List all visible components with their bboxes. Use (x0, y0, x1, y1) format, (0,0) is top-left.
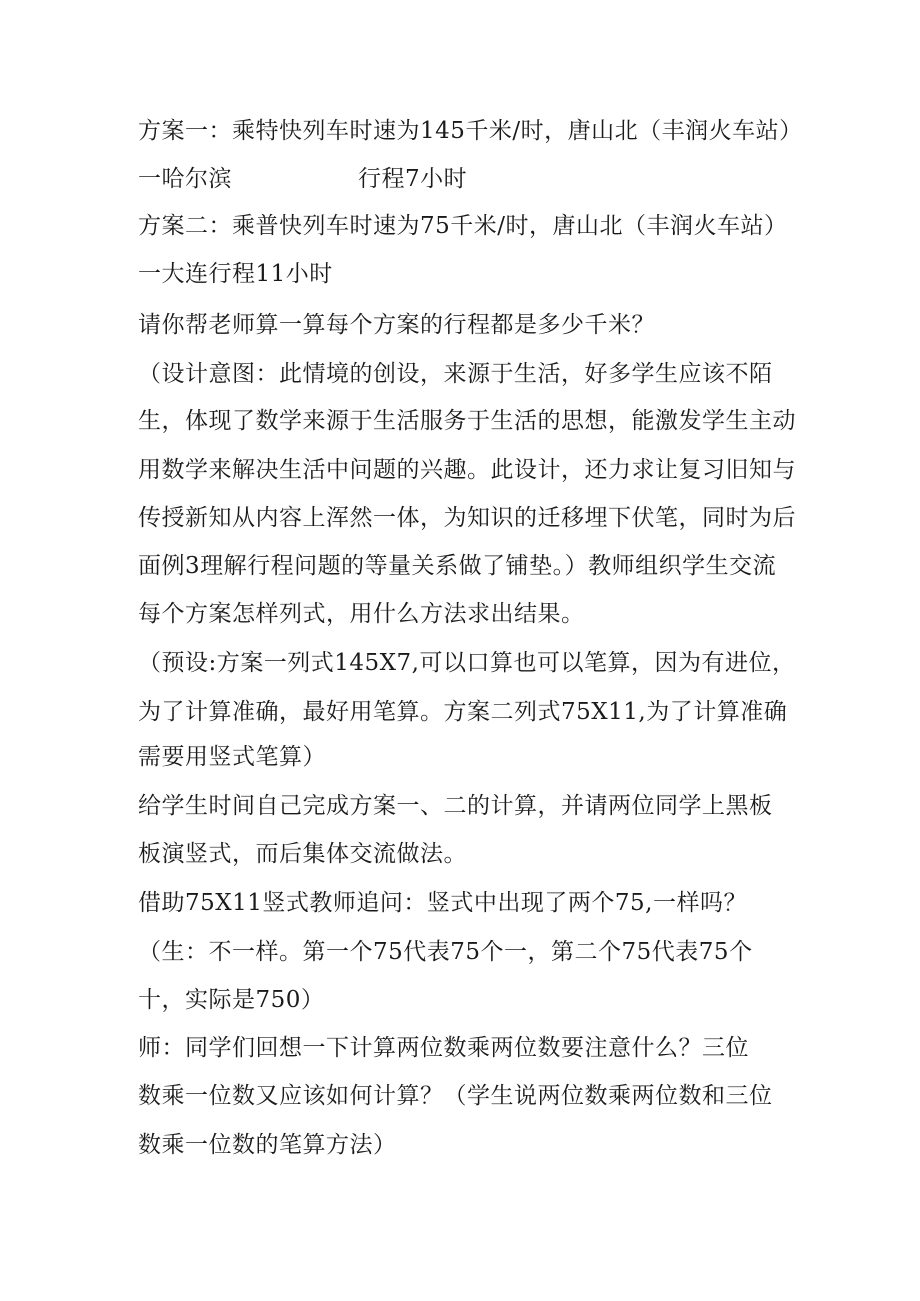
text-line: 借助75X11竖式教师追问：竖式中出现了两个75,一样吗？ (138, 890, 747, 916)
text-line: （生：不一样。第一个75代表75个一，第二个75代表75个 (138, 939, 753, 965)
text-line: 十，实际是750） (138, 987, 325, 1013)
text-line: 方案一：乘特快列车时速为145千米/时，唐山北（丰润火车站） (138, 118, 803, 144)
text-line: 数乘一位数又应该如何计算？（学生说两位数乘两位数和三位 (138, 1083, 773, 1109)
text-line: 传授新知从内容上浑然一体，为知识的迁移埋下伏笔，同时为后 (138, 505, 796, 531)
text-line: 一大连行程11小时 (138, 261, 333, 287)
text-line: 请你帮老师算一算每个方案的行程都是多少千米？ (138, 312, 655, 338)
text-segment: 行程7小时 (358, 166, 468, 192)
text-line: （预设:方案一列式145X7,可以口算也可以笔算，因为有进位， (138, 650, 796, 676)
text-line: 板演竖式，而后集体交流做法。 (138, 841, 467, 867)
text-segment: 一哈尔滨 (138, 166, 232, 192)
text-line: 数乘一位数的笔算方法） (138, 1132, 397, 1158)
text-line: 需要用竖式笔算） (138, 744, 326, 770)
text-line: 每个方案怎样列式，用什么方法求出结果。 (138, 601, 585, 627)
text-line: （设计意图：此情境的创设，来源于生活，好多学生应该不陌 (138, 361, 773, 387)
text-line: 用数学来解决生活中问题的兴趣。此设计，还力求让复习旧知与 (138, 457, 796, 483)
text-line: 方案二：乘普快列车时速为75千米/时，唐山北（丰润火车站） (138, 213, 788, 239)
text-line: 师：同学们回想一下计算两位数乘两位数要注意什么？三位 (138, 1035, 749, 1061)
text-line: 面例3理解行程问题的等量关系做了铺垫。）教师组织学生交流 (138, 553, 777, 579)
text-line: 生，体现了数学来源于生活服务于生活的思想，能激发学生主动 (138, 408, 796, 434)
text-line: 给学生时间自己完成方案一、二的计算，并请两位同学上黑板 (138, 793, 773, 819)
text-line: 为了计算准确，最好用笔算。方案二列式75X11,为了计算准确 (138, 699, 788, 725)
text-line (138, 164, 467, 194)
